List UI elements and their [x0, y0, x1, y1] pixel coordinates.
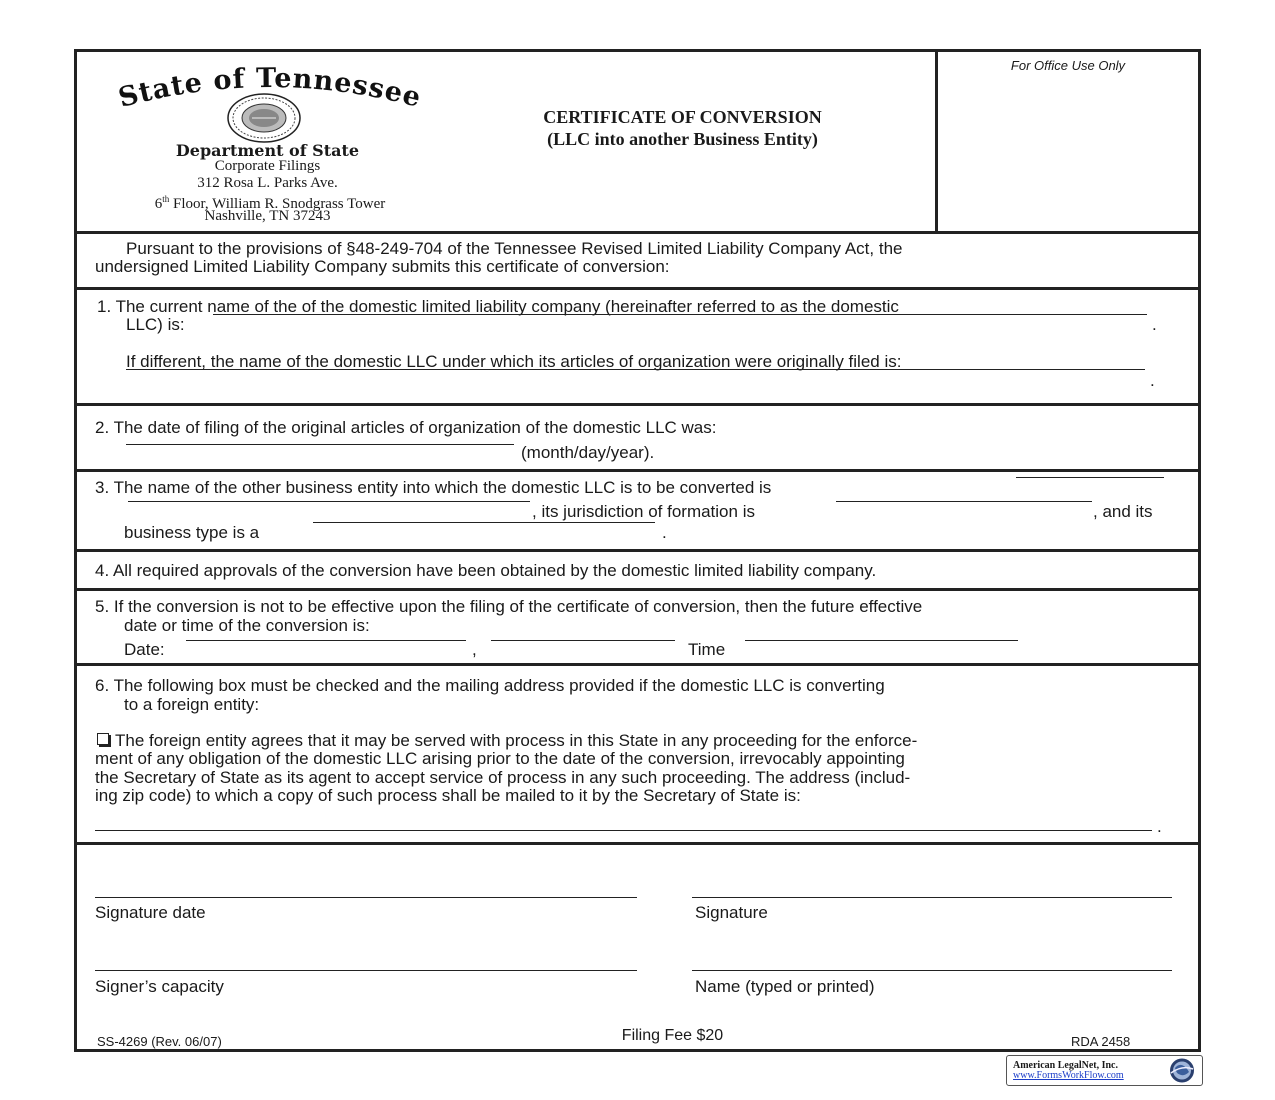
effective-date-field[interactable]: [186, 640, 466, 641]
printed-name-label: Name (typed or printed): [695, 977, 875, 996]
address-line-1: 312 Rosa L. Parks Ave.: [197, 175, 338, 191]
mailing-address-field[interactable]: [95, 830, 1152, 831]
intro-line-2: undersigned Limited Liability Company submits this certificate of conversion:: [95, 257, 670, 276]
signature-date-field[interactable]: [95, 897, 637, 898]
svg-text:State of Tennessee: State of Tennessee: [115, 62, 425, 112]
item6-line-2: to a foreign entity:: [124, 695, 260, 714]
filing-fee: Filing Fee $20: [621, 1027, 724, 1044]
department-name: Department of State: [175, 141, 360, 160]
item1-line-1: 1. The current name of the of the domestic limited liability company (hereinafter referred to as the domestic: [97, 297, 899, 316]
signature-label: Signature: [695, 903, 768, 922]
address-line-3: Nashville, TN 37243: [204, 208, 331, 224]
item1-line-2: LLC) is:: [126, 315, 185, 334]
effective-time-field[interactable]: [745, 640, 1018, 641]
badge-url[interactable]: www.FormsWorkFlow.com: [1013, 1070, 1124, 1081]
section-rule: [74, 469, 1201, 472]
legalnet-badge[interactable]: [1006, 1055, 1203, 1086]
current-name-field[interactable]: [213, 314, 1147, 315]
signer-capacity-field[interactable]: [95, 970, 637, 971]
signature-date-label: Signature date: [95, 903, 206, 922]
section-rule: [74, 549, 1201, 552]
section-rule: [74, 287, 1201, 290]
item5-line-1: 5. If the conversion is not to be effective upon the filing of the certificate of conversion, then the future effective: [95, 597, 923, 616]
item6-paragraph-1: The foreign entity agrees that it may be served with process in this State in any proceeding for the enforce-: [115, 731, 918, 750]
date-comma: ,: [472, 640, 477, 659]
form-subtitle: (LLC into another Business Entity): [547, 129, 818, 149]
item1-line-3: If different, the name of the domestic LLC under which its articles of organization were originally filed is:: [126, 352, 902, 371]
original-name-field[interactable]: [126, 369, 1145, 370]
floor-number: 6: [154, 196, 163, 212]
printed-name-field[interactable]: [692, 970, 1172, 971]
item3-business-type: business type is a: [124, 523, 260, 542]
item5-line-2: date or time of the conversion is:: [124, 616, 370, 635]
period: .: [662, 523, 667, 542]
filing-date-field[interactable]: [126, 444, 514, 445]
item2-line-1: 2. The date of filing of the original articles of organization of the domestic LLC was:: [95, 418, 717, 437]
item6-paragraph-2: ment of any obligation of the domestic LLC arising prior to the date of the conversion, irrevocably appointing: [95, 749, 905, 768]
section-rule: [74, 403, 1201, 406]
item6-line-1: 6. The following box must be checked and the mailing address provided if the domestic LLC is converting: [95, 676, 885, 695]
item2-suffix: (month/day/year).: [521, 443, 655, 462]
effective-year-field[interactable]: [491, 640, 675, 641]
badge-company: American LegalNet, Inc.: [1013, 1060, 1118, 1071]
item6-paragraph-4: ing zip code) to which a copy of such process shall be mailed to it by the Secretary of State is:: [95, 786, 801, 805]
signature-field[interactable]: [692, 897, 1172, 898]
header-divider: [935, 49, 938, 233]
period: .: [1150, 371, 1155, 390]
business-type-field[interactable]: [313, 522, 655, 523]
section-rule: [74, 842, 1201, 845]
form-title: CERTIFICATE OF CONVERSION: [543, 107, 822, 127]
entity-name-field-part1[interactable]: [1016, 477, 1164, 478]
office-use-label: For Office Use Only: [1010, 58, 1126, 73]
form-number: SS-4269 (Rev. 06/07): [97, 1034, 222, 1049]
rda-number: RDA 2458: [1071, 1034, 1131, 1049]
signer-capacity-label: Signer’s capacity: [95, 977, 224, 996]
intro-line-1: Pursuant to the provisions of §48-249-704 of the Tennessee Revised Limited Liability Company Act, the: [126, 239, 903, 258]
floor-suffix: th: [162, 194, 170, 204]
division-name: Corporate Filings: [214, 158, 321, 174]
time-label: Time: [688, 640, 726, 659]
state-seal: [226, 92, 302, 144]
item6-paragraph-3: the Secretary of State as its agent to accept service of process in any such proceeding. The address (includ-: [95, 768, 911, 787]
address-line-2-text: Floor, William R. Snodgrass Tower: [169, 196, 386, 212]
item3-line-1: 3. The name of the other business entity into which the domestic LLC is to be converted is: [95, 478, 772, 497]
section-rule: [74, 231, 1201, 234]
date-label: Date:: [124, 640, 165, 659]
jurisdiction-field[interactable]: [836, 501, 1092, 502]
entity-name-field-part2[interactable]: [128, 501, 530, 502]
item3-jurisdiction: , its jurisdiction of formation is: [532, 502, 755, 521]
item3-and-its: , and its: [1093, 502, 1153, 521]
period: .: [1152, 315, 1157, 334]
foreign-entity-checkbox[interactable]: [97, 733, 109, 745]
globe-icon: [1168, 1057, 1196, 1084]
section-rule: [74, 588, 1201, 591]
section-rule: [74, 663, 1201, 666]
period: .: [1157, 817, 1162, 836]
item4-line-1: 4. All required approvals of the conversion have been obtained by the domestic limited liability company.: [95, 561, 877, 580]
